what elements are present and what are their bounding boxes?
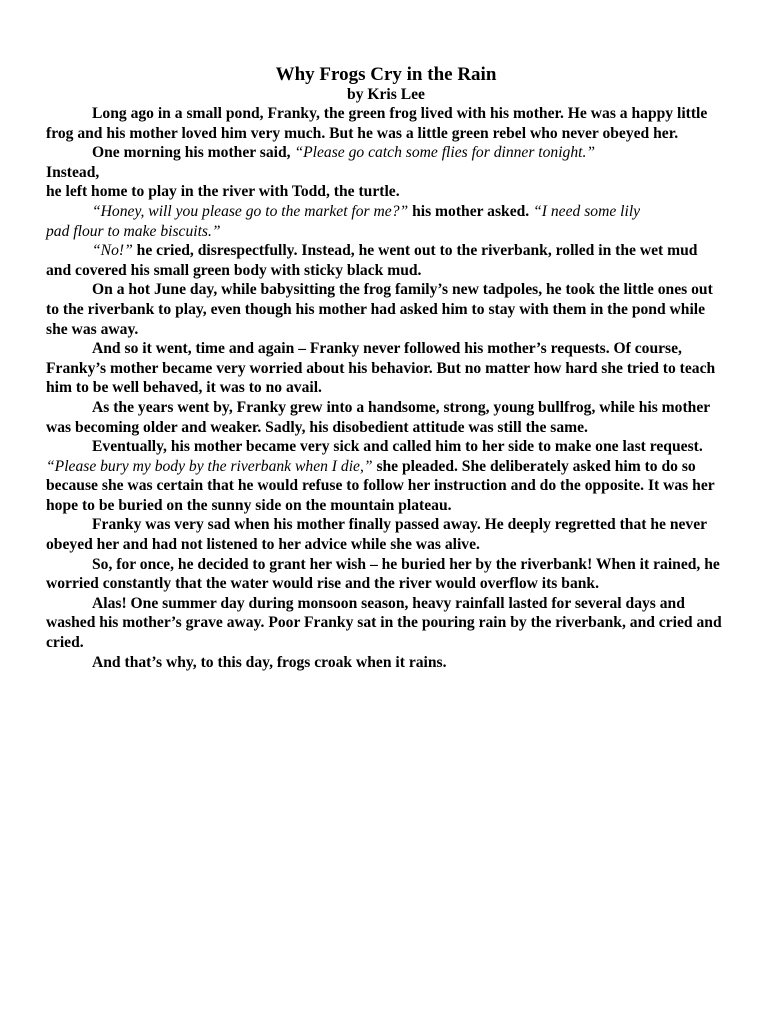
document-byline: by Kris Lee — [347, 86, 425, 103]
paragraph-4-quote-2: “I need some lily — [533, 202, 641, 220]
paragraph-5-quote: pad flour to make biscuits.” — [46, 222, 221, 240]
paragraph-10-text-1: Eventually, his mother became very sick and called him to her side to make one last request. — [92, 438, 703, 456]
paragraph-8: And so it went, time and again – Franky never followed his mother’s requests. Of course, Franky’s mother became very worried about his behavior. But no matter how hard she tried to teach him to be well behaved, it was to no avail. — [46, 340, 716, 397]
paragraph-13: Alas! One summer day during monsoon season, heavy rainfall lasted for several days and washed his mother’s grave away. Poor Franky sat in the pouring rain by the riverbank, and cried and cried. — [46, 594, 722, 652]
paragraph-5 — [46, 222, 726, 242]
paragraph-6-text: he cried, disrespectfully. Instead, he went out to the riverbank, rolled in the wet mud and covered his small green body with sticky black mud. — [46, 242, 698, 279]
paragraph-4-text: his mother asked. — [412, 202, 530, 220]
paragraph-2 — [46, 143, 726, 182]
document-page — [46, 64, 726, 672]
paragraph-10-text-2: she pleaded. She deliberately asked him to do so because she was certain that he would refuse to follow her instruction and do the opposite. It was her hope to be buried on the sunny side on the mountain plateau. — [46, 457, 715, 514]
paragraph-4-quote-1: “Honey, will you please go to the market for me?” — [92, 202, 409, 220]
paragraph-14: And that’s why, to this day, frogs croak when it rains. — [92, 653, 447, 671]
paragraph-10-quote: “Please bury my body by the riverbank when I die,” — [46, 457, 373, 475]
paragraph-2-quote: “Please go catch some flies for dinner tonight.” — [294, 144, 596, 162]
paragraph-2-text: One morning his mother said, — [92, 144, 291, 162]
paragraph-10 — [46, 437, 726, 515]
paragraph-6 — [46, 241, 726, 280]
paragraph-11: Franky was very sad when his mother finally passed away. He deeply regretted that he never obeyed her and had not listened to her advice while she was alive. — [46, 516, 707, 554]
document-title: Why Frogs Cry in the Rain — [275, 64, 497, 85]
paragraph-12: So, for once, he decided to grant her wish – he buried her by the riverbank! When it rained, he worried constantly that the water would rise and the river would overflow its bank. — [46, 555, 720, 593]
paragraph-9: As the years went by, Franky grew into a handsome, strong, young bullfrog, while his mother was becoming older and weaker. Sadly, his disobedient attitude was still the same. — [46, 398, 710, 436]
paragraph-6-quote: “No!” — [92, 242, 133, 260]
paragraph-4 — [46, 202, 726, 222]
paragraph-2-instead: Instead, — [46, 163, 100, 181]
paragraph-3: he left home to play in the river with Todd, the turtle. — [46, 183, 400, 201]
paragraph-1: Long ago in a small pond, Franky, the green frog lived with his mother. He was a happy little frog and his mother loved him very much. But he was a little green rebel who never obeyed her. — [46, 105, 708, 142]
paragraph-7: On a hot June day, while babysitting the frog family’s new tadpoles, he took the little ones out to the riverbank to play, even though his mother had asked him to stay with them in the pond while she was away. — [46, 281, 713, 338]
